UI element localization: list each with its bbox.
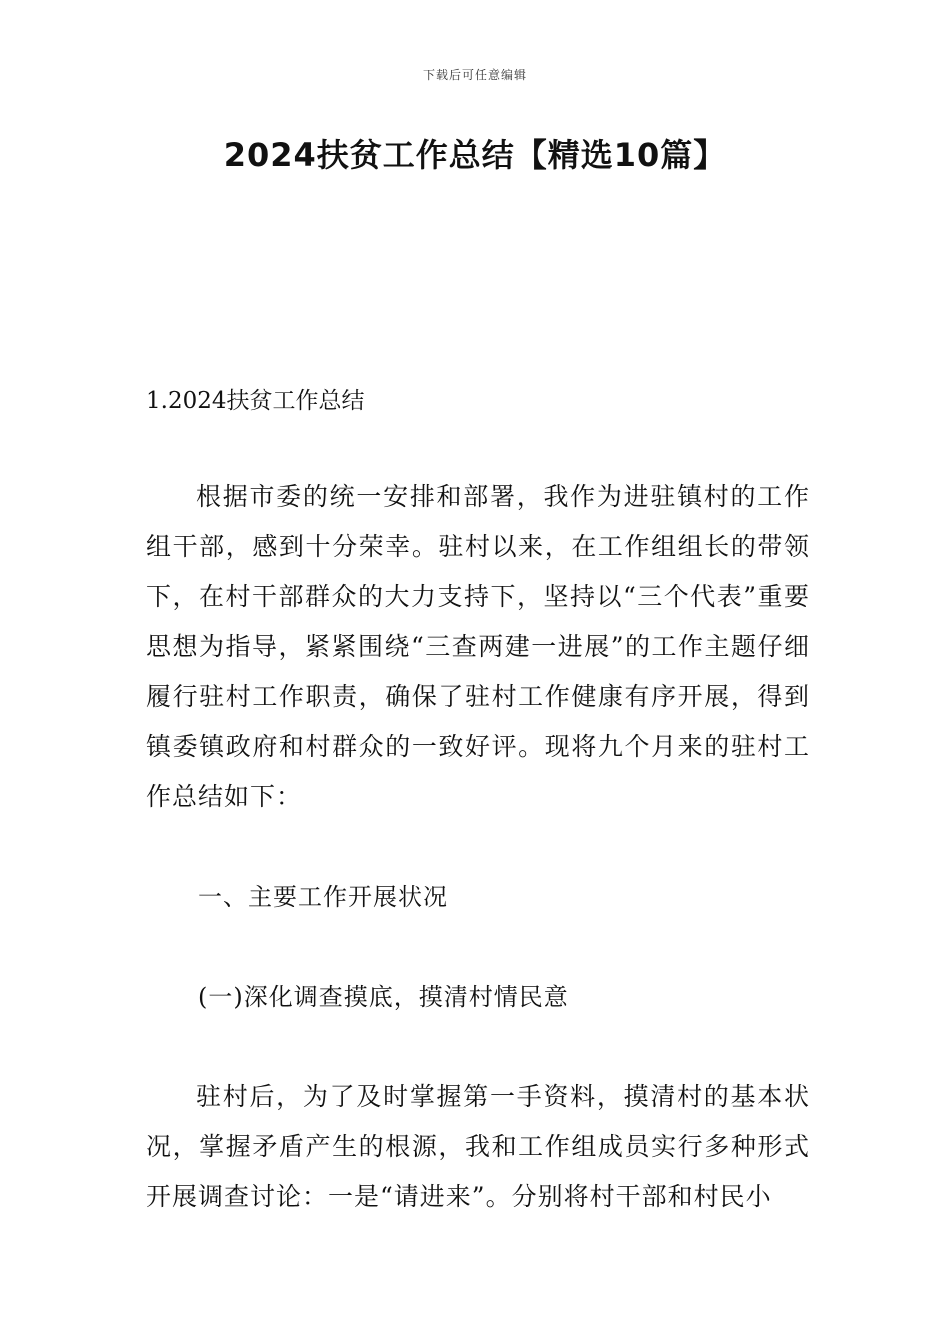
- heading-main-work: 一、主要工作开展状况: [198, 883, 448, 911]
- paragraph-intro: 根据市委的统一安排和部署，我作为进驻镇村的工作组干部，感到十分荣幸。驻村以来，在工作组组长的带领下，在村干部群众的大力支持下，坚持以“三个代表”重要思想为指导，紧紧围绕“三查两建一进展”的工作主题仔细履行驻村工作职责，确保了驻村工作健康有序开展，得到镇委镇政府和村群众的一致好评。现将九个月来的驻村工作总结如下：: [146, 482, 810, 811]
- header-note: 下载后可任意编辑: [422, 68, 527, 82]
- heading-investigation: (一)深化调查摸底，摸清村情民意: [198, 983, 569, 1011]
- section-title: 1.2024扶贫工作总结: [146, 388, 365, 414]
- paragraph-investigation: 驻村后，为了及时掌握第一手资料，摸清村的基本状况，掌握矛盾产生的根源，我和工作组成员实行多种形式开展调查讨论：一是“请进来”。分别将村干部和村民小: [146, 1082, 810, 1211]
- document-title: 2024扶贫工作总结【精选10篇】: [223, 136, 727, 174]
